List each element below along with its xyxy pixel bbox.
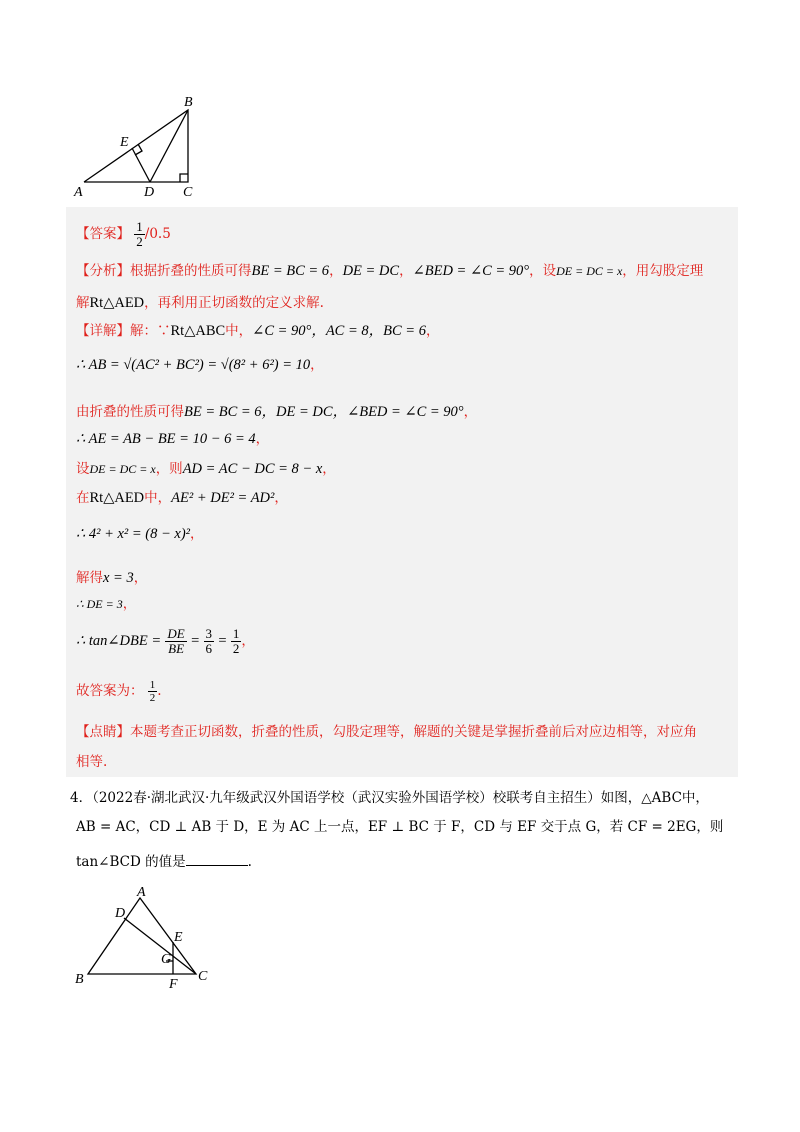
label-d2: D	[115, 906, 126, 921]
detail-solve: 解得x = 3，	[76, 570, 148, 586]
detail-in: 在Rt△AED中，AE² + DE² = AD²，	[76, 490, 288, 506]
analysis-line-2: 解Rt△AED，再利用正切函数的定义求解.	[76, 295, 324, 311]
segment-cd	[124, 918, 196, 974]
figure-right-triangle	[70, 92, 210, 200]
answer-alt: /0.5	[144, 226, 171, 242]
segment-de	[132, 148, 150, 182]
label-b2: B	[75, 972, 84, 987]
detail-step-ab: ∴ AB = √(AC² + BC²) = √(8² + 6²) = 10，	[76, 357, 324, 373]
question4-line-3: tan∠BCD 的值是 .	[76, 851, 252, 872]
figure-isosceles-triangle	[70, 886, 220, 992]
detail-line-1: 【详解】解：∵Rt△ABC中，∠C = 90°，AC = 8，BC = 6，	[76, 323, 440, 339]
analysis-line-1: 【分析】根据折叠的性质可得BE = BC = 6，DE = DC，∠BED = ∠C = 90°，设DE = DC = x，用勾股定理	[76, 263, 704, 279]
answer-blank	[186, 851, 248, 866]
label-b: B	[184, 95, 193, 110]
detail-step-eqn: ∴ 4² + x² = (8 − x)²，	[76, 526, 204, 542]
right-angle-mark-c	[180, 174, 188, 182]
detail-fold: 由折叠的性质可得BE = BC = 6，DE = DC，∠BED = ∠C = 90°，	[76, 404, 478, 420]
detail-step-ae: ∴ AE = AB − BE = 10 − 6 = 4，	[76, 431, 270, 447]
detail-let: 设DE = DC = x，则AD = AC − DC = 8 − x，	[76, 461, 336, 477]
detail-final: 故答案为： $\frac{1}{2}$ .	[76, 679, 162, 704]
answer-line	[76, 220, 171, 249]
label-c: C	[183, 185, 193, 200]
question4-line-2: AB = AC，CD ⊥ AB 于 D，E 为 AC 上一点，EF ⊥ BC 于 F，CD 与 EF 交于点 G，若 CF = 2EG，则	[76, 819, 724, 835]
triangle-abc	[84, 110, 188, 182]
question4-line-1: 4．（2022春·湖北武汉·九年级武汉外国语学校（武汉实验外国语学校）校联考自主招生）如图，△ABC中，	[70, 790, 709, 806]
segment-bd	[150, 110, 188, 182]
label-e2: E	[174, 930, 183, 945]
label-f2: F	[169, 977, 178, 992]
label-c2: C	[198, 969, 208, 984]
label-a: A	[74, 185, 83, 200]
label-g2: G	[161, 952, 172, 967]
detail-tan: ∴ tan∠DBE = $\frac{DE}{BE}$ = $\frac{3}{6}$ = $\frac{1}{2}$ ，	[76, 626, 255, 656]
comment-line-1: 【点睛】本题考查正切函数，折叠的性质，勾股定理等，解题的关键是掌握折叠前后对应边相等，对应角	[76, 724, 697, 740]
comment-line-2: 相等.	[76, 754, 108, 770]
label-a2: A	[137, 886, 146, 900]
label-e: E	[120, 135, 129, 150]
answer-tag: 【答案】	[76, 226, 130, 242]
label-d: D	[144, 185, 155, 200]
answer-fraction: $\frac{1}{2}$	[136, 219, 143, 249]
detail-step-de: ∴ DE = 3，	[76, 596, 137, 612]
